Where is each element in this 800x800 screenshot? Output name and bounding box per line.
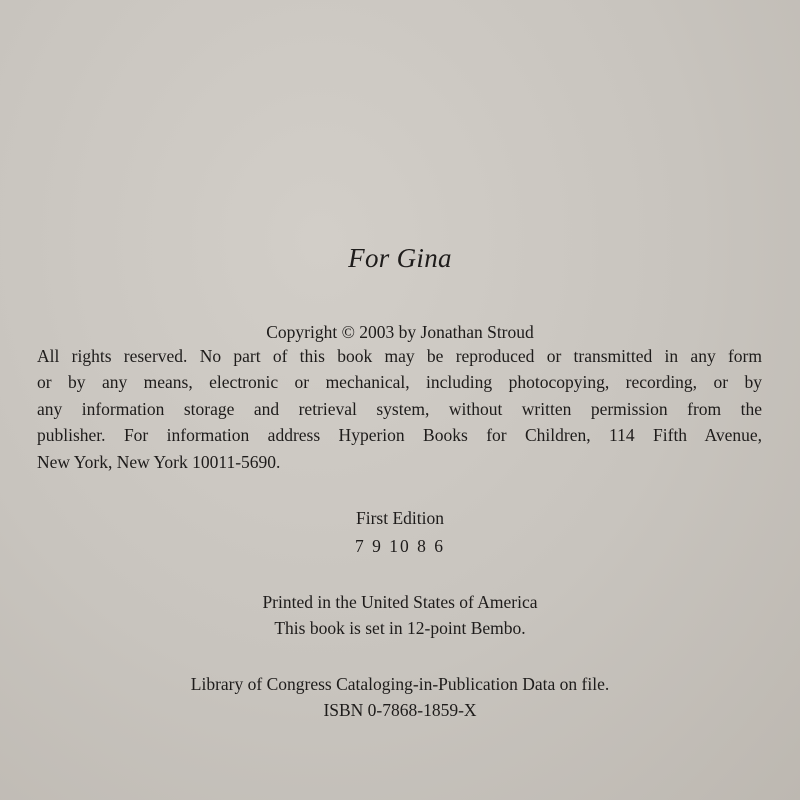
cip-line: Library of Congress Cataloging-in-Publication Data on file. [190,674,610,694]
rights-line: any information storage and retrieval system, without written permission from the [37,398,762,419]
rights-line: All rights reserved. No part of this book may be reproduced or transmitted in any form [37,346,762,366]
typeface-line: This book is set in 12-point Bembo. [274,618,526,638]
dedication: For Gina [348,243,452,273]
isbn-line: ISBN 0-7868-1859-X [323,700,477,720]
rights-line: or by any means, electronic or mechanical, including photocopying, recording, or by [37,372,762,393]
rights-line: New York, New York 10011-5690. [37,451,281,472]
copyright-notice: Copyright © 2003 by Jonathan Stroud [266,322,534,342]
printing-numbers: 7 9 10 8 6 [355,536,445,556]
rights-paragraph [37,343,762,475]
printed-in-line: Printed in the United States of America [262,592,538,612]
edition-label: First Edition [356,508,444,528]
rights-line: publisher. For information address Hyperion Books for Children, 114 Fifth Avenue, [37,425,762,446]
